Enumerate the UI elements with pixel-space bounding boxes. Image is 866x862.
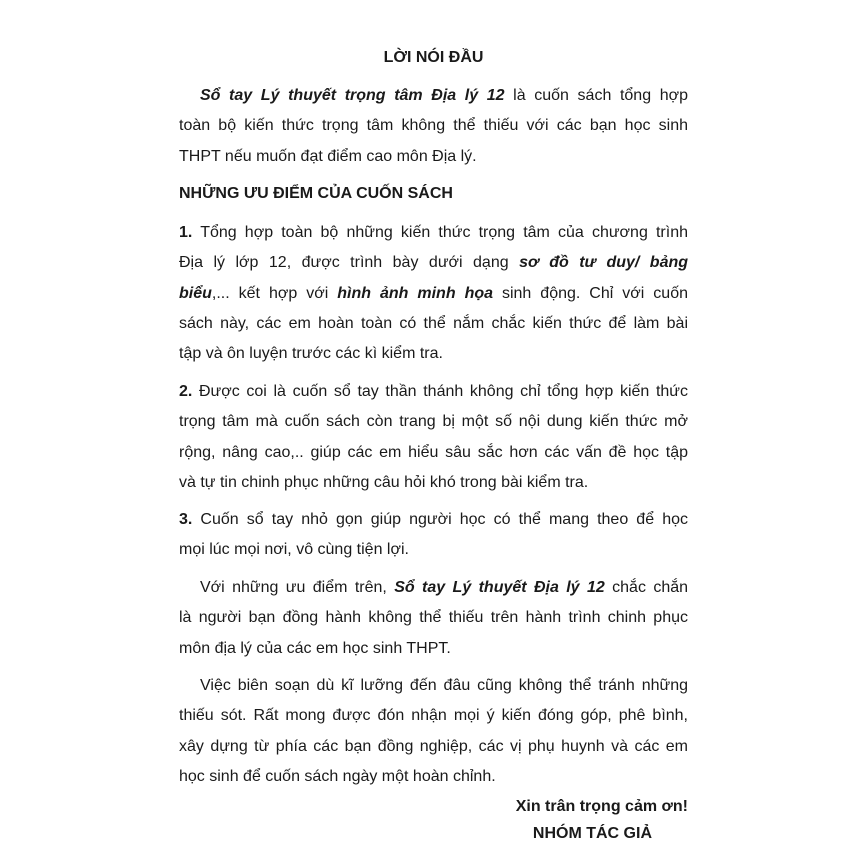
page-title: LỜI NÓI ĐẦU (383, 49, 484, 66)
text-line (179, 603, 688, 633)
body-text: rộng, nâng cao,.. giúp các em hiểu sâu sắc hơn các vấn đề học tập (179, 443, 688, 461)
text-line (179, 505, 688, 535)
author-signature: NHÓM TÁC GIẢ (532, 825, 652, 842)
emphasis-text: biểu (179, 284, 212, 302)
text-line (179, 701, 688, 731)
conclusion-paragraph (179, 573, 688, 664)
body-text: trọng tâm mà cuốn sách còn trang bị một số nội dung kiến thức mở (179, 413, 688, 431)
text-line (179, 634, 688, 664)
body-text: Việc biên soạn dù kĩ lưỡng đến đâu cũng không thể tránh những (200, 677, 688, 694)
body-text: xây dựng từ phía các bạn đồng nghiệp, các vị phụ huynh và các em (179, 737, 688, 755)
body-text: môn địa lý của các em học sinh THPT. (179, 639, 451, 657)
body-text: chắc chắn (604, 579, 689, 596)
body-text: Với những ưu điểm trên, (200, 579, 395, 596)
text-line (179, 142, 688, 172)
advantage-2-paragraph (179, 377, 688, 498)
body-text: Được coi là cuốn sổ tay thần thánh không chỉ tổng hợp kiến thức (192, 383, 688, 400)
body-text: toàn bộ kiến thức trọng tâm không thể thiếu với các bạn học sinh (179, 117, 688, 135)
emphasis-text: Sổ tay Lý thuyết trọng tâm Địa lý 12 (200, 87, 505, 104)
body-text: Cuốn sổ tay nhỏ gọn giúp người học có thể mang theo để học (192, 511, 688, 528)
advantage-3-paragraph (179, 505, 688, 566)
text-line (179, 81, 688, 111)
text-line (179, 339, 688, 369)
body-text: ,... kết hợp với (211, 284, 338, 302)
emphasis-text: 1. (179, 224, 193, 241)
body-text: Tổng hợp toàn bộ những kiến thức trọng tâm của chương trình (192, 224, 688, 241)
text-line (179, 468, 688, 498)
section-heading: NHỮNG ƯU ĐIỂM CỦA CUỐN SÁCH (179, 185, 453, 202)
text-line (179, 377, 688, 407)
body-text: và tự tin chinh phục những câu hỏi khó trong bài kiểm tra. (179, 473, 589, 491)
body-text: thiếu sót. Rất mong được đón nhận mọi ý kiến đóng góp, phê bình, (179, 707, 688, 725)
body-text: Địa lý lớp 12, được trình bày dưới dạng (179, 254, 520, 272)
body-text: là cuốn sách tổng hợp (504, 87, 689, 104)
emphasis-text: 2. (179, 383, 193, 400)
emphasis-text: Sổ tay Lý thuyết Địa lý 12 (394, 579, 605, 596)
feedback-paragraph (179, 671, 688, 792)
text-line (179, 762, 688, 792)
emphasis-text: 3. (179, 511, 193, 528)
body-text: học sinh để cuốn sách ngày một hoàn chỉnh. (179, 767, 496, 785)
text-line (179, 218, 688, 248)
text-line (179, 573, 688, 603)
body-text: tập và ôn luyện trước các kì kiểm tra. (179, 345, 443, 363)
text-line (179, 248, 688, 278)
text-line (179, 438, 688, 468)
body-text: sách này, các em hoàn toàn có thể nắm chắc kiến thức để làm bài (179, 314, 688, 332)
body-text: mọi lúc mọi nơi, vô cùng tiện lợi. (179, 541, 409, 559)
body-text: là người bạn đồng hành không thể thiếu trên hành trình chinh phục (179, 609, 688, 627)
intro-paragraph (179, 81, 688, 172)
text-line (179, 671, 688, 701)
text-line (179, 111, 688, 141)
text-line (179, 279, 688, 309)
advantage-1-paragraph (179, 218, 688, 369)
text-line (179, 407, 688, 437)
emphasis-text: hình ảnh minh họa (337, 284, 494, 302)
text-line (179, 309, 688, 339)
text-line (179, 535, 688, 565)
closing-thanks: Xin trân trọng cảm ơn! (515, 798, 688, 815)
text-line (179, 732, 688, 762)
emphasis-text: sơ đồ tư duy/ bảng (519, 254, 689, 272)
body-text: THPT nếu muốn đạt điểm cao môn Địa lý. (179, 147, 477, 165)
body-text: sinh động. Chỉ với cuốn (493, 284, 688, 302)
